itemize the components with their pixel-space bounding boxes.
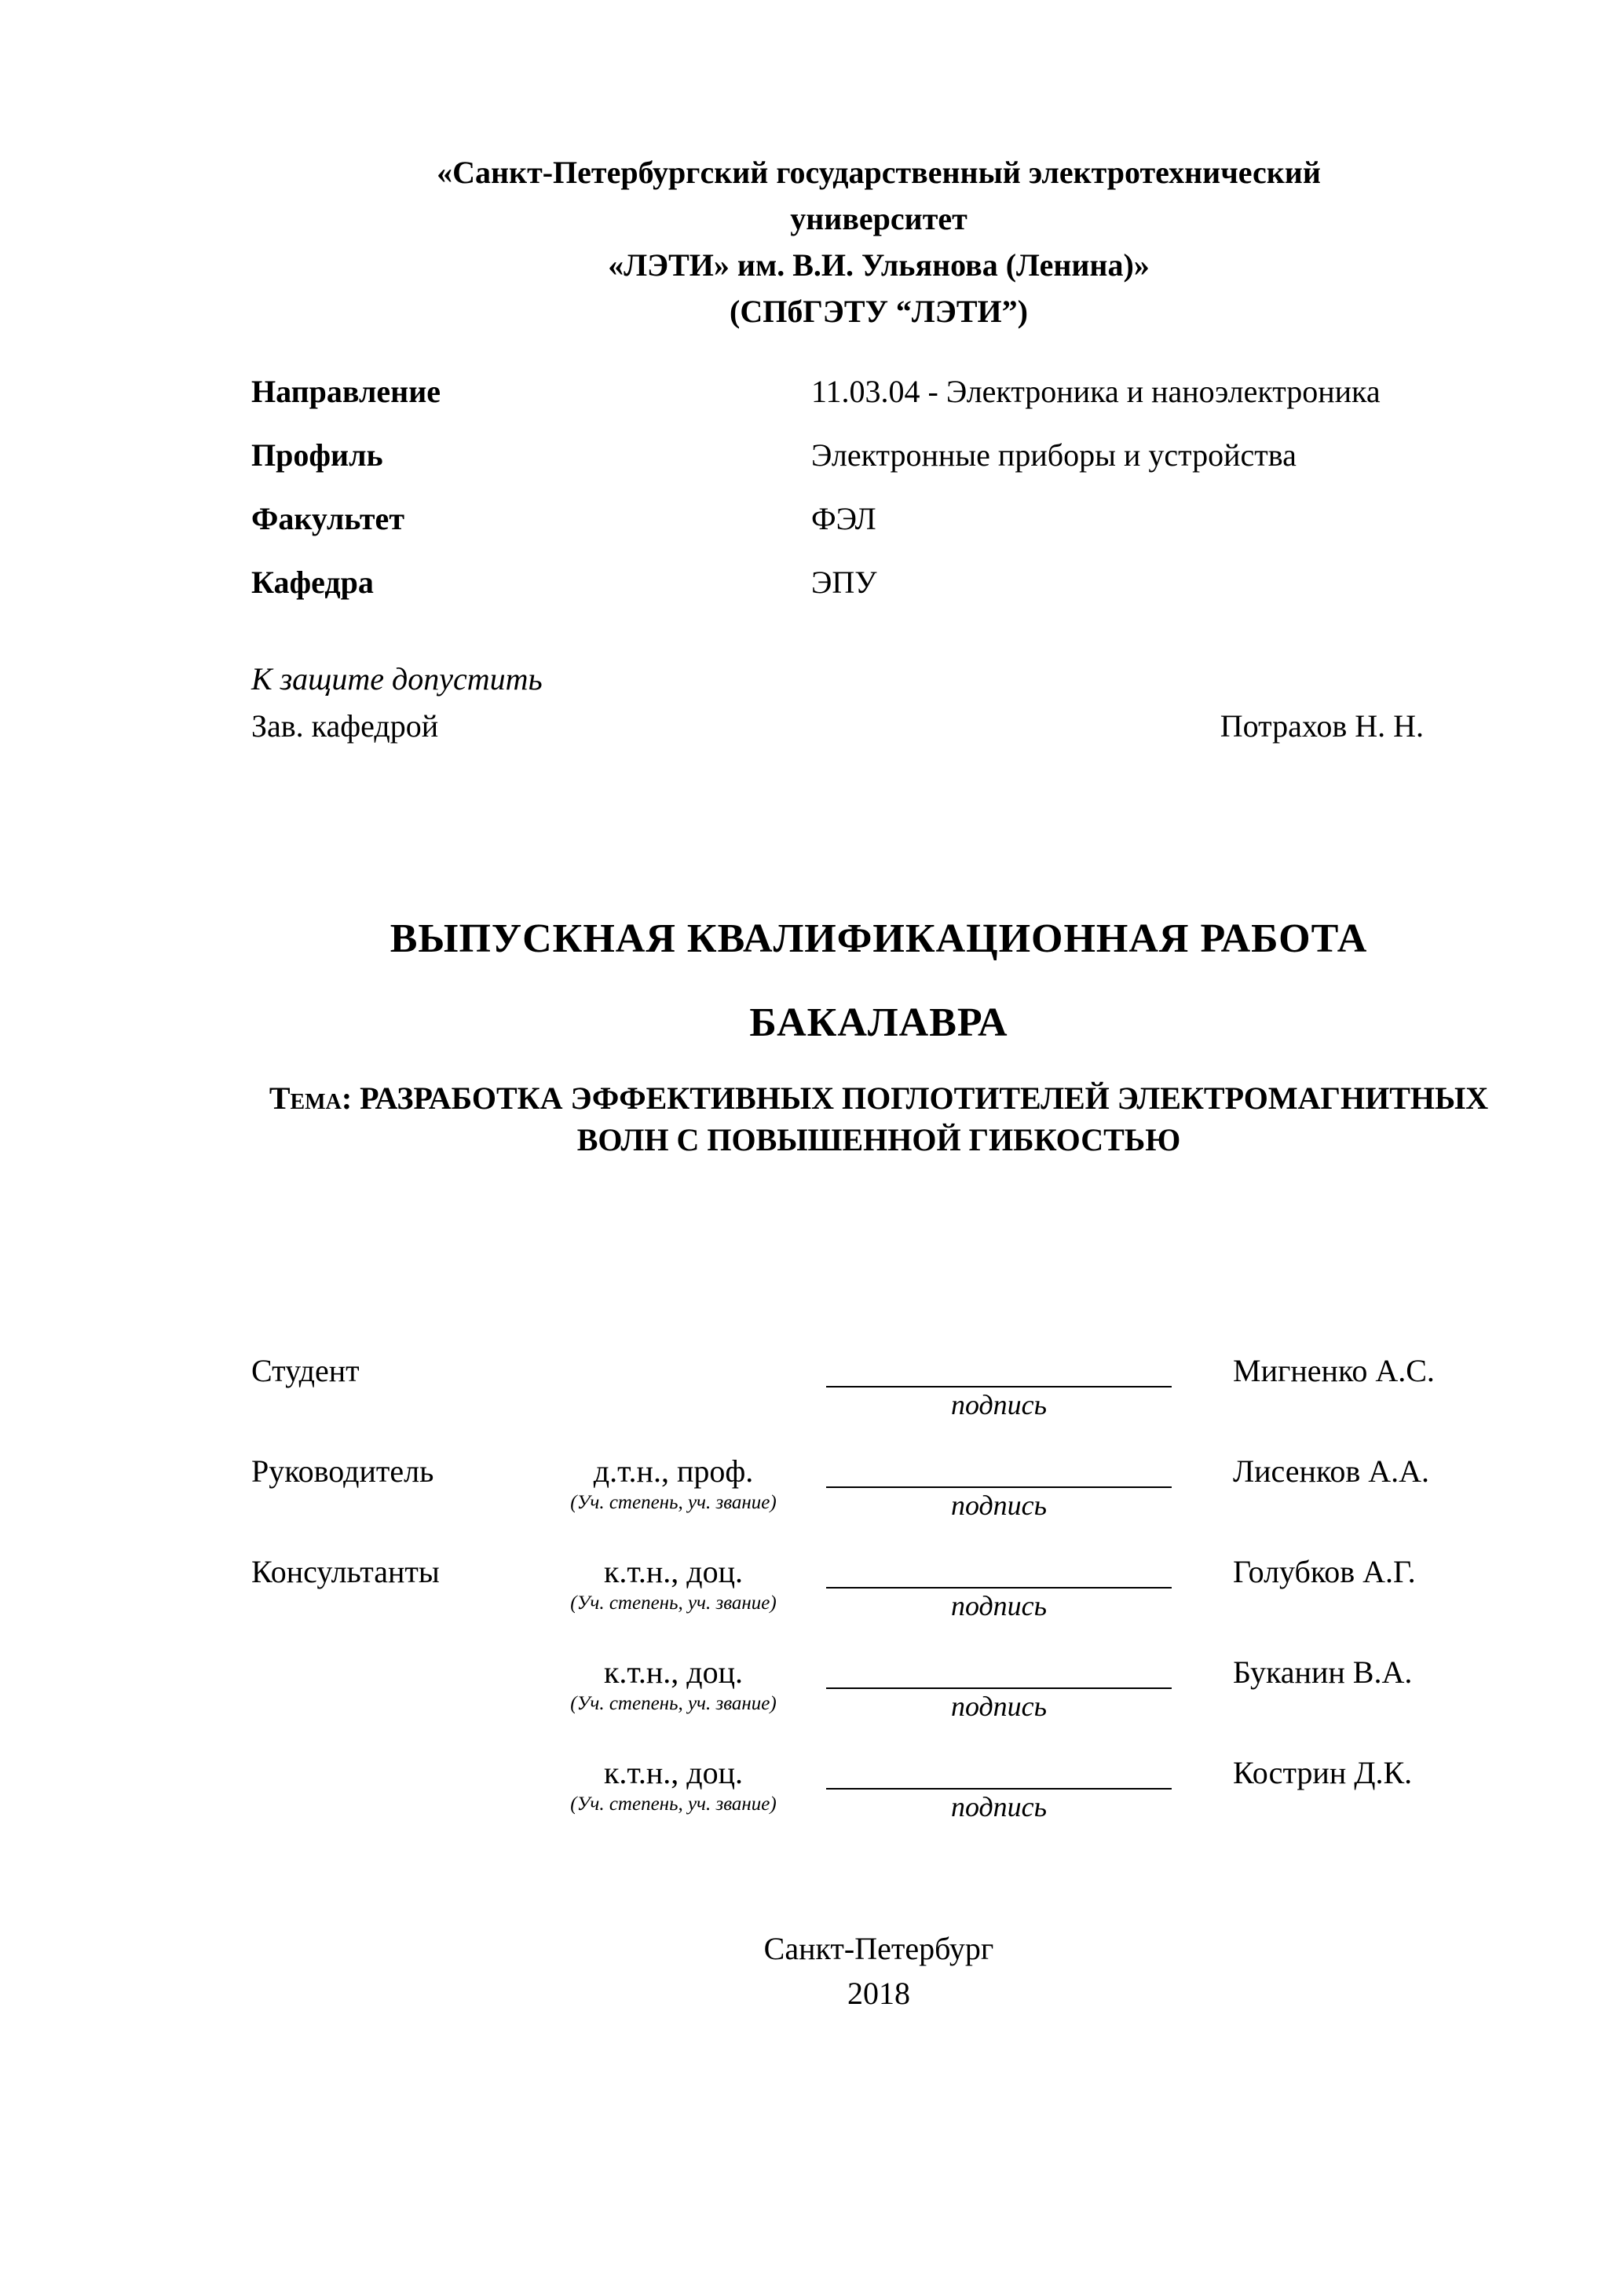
approval-block <box>251 656 1506 750</box>
degree-text: д.т.н., проф. <box>593 1453 754 1489</box>
signature-line-wrap <box>817 1755 1174 1824</box>
university-header <box>251 149 1506 335</box>
degree-caption: (Уч. степень, уч. звание) <box>570 1592 777 1614</box>
signature-caption: подпись <box>950 1691 1048 1722</box>
signature-line <box>826 1353 1172 1387</box>
title-block <box>251 915 1506 1161</box>
signature-line <box>826 1554 1172 1589</box>
signature-row-supervisor <box>251 1453 1506 1523</box>
signature-row-consultant-2 <box>251 1654 1506 1724</box>
program-fields <box>251 374 1506 601</box>
signature-name: Мигненко А.С. <box>1233 1353 1435 1388</box>
field-value-direction: 11.03.04 - Электроника и наноэлектроника <box>811 374 1381 409</box>
signature-line-wrap <box>817 1554 1174 1623</box>
signature-name: Кострин Д.К. <box>1233 1755 1413 1790</box>
signature-degree <box>546 1755 817 1816</box>
signature-caption: подпись <box>950 1791 1048 1823</box>
signature-name: Буканин В.А. <box>1233 1654 1413 1690</box>
degree-text: к.т.н., доц. <box>603 1755 744 1790</box>
signature-row-consultant-1 <box>251 1554 1506 1623</box>
signature-role: Консультанты <box>251 1554 440 1589</box>
theme-paragraph <box>251 1077 1506 1161</box>
theme-text: РАЗРАБОТКА ЭФФЕКТИВНЫХ ПОГЛОТИТЕЛЕЙ ЭЛЕКТРОМАГНИТНЫХ ВОЛН С ПОВЫШЕННОЙ ГИБКОСТЬЮ <box>360 1080 1489 1157</box>
signature-row-consultant-3 <box>251 1755 1506 1824</box>
footer <box>251 1926 1506 2016</box>
signature-caption: подпись <box>950 1590 1048 1621</box>
field-label-department: Кафедра <box>251 565 374 600</box>
header-line-1: «Санкт-Петербургский государственный электротехнический <box>437 155 1321 190</box>
degree-text: к.т.н., доц. <box>603 1654 744 1690</box>
signature-line-wrap <box>817 1353 1174 1422</box>
department-head-name: Потрахов Н. Н. <box>1220 708 1424 744</box>
signature-degree <box>546 1453 817 1515</box>
field-label-direction: Направление <box>251 374 441 409</box>
header-line-2: университет <box>790 201 967 236</box>
signature-line-wrap <box>817 1453 1174 1523</box>
work-title-line-2: БАКАЛАВРА <box>749 1000 1008 1045</box>
department-head-row <box>251 703 1506 750</box>
field-value-faculty: ФЭЛ <box>811 501 876 536</box>
department-head-label: Зав. кафедрой <box>251 708 439 744</box>
signature-name: Лисенков А.А. <box>1233 1453 1429 1489</box>
permit-line: К защите допустить <box>251 661 543 696</box>
field-label-profile: Профиль <box>251 437 383 473</box>
field-row-direction <box>251 374 1506 410</box>
degree-caption: (Уч. степень, уч. звание) <box>570 1793 777 1815</box>
theme-label: Тема: <box>269 1080 353 1116</box>
degree-caption: (Уч. степень, уч. звание) <box>570 1693 777 1714</box>
degree-text: к.т.н., доц. <box>603 1554 744 1589</box>
signature-line-wrap <box>817 1654 1174 1724</box>
field-label-faculty: Факультет <box>251 501 404 536</box>
signature-line <box>826 1755 1172 1790</box>
signature-role: Студент <box>251 1353 360 1388</box>
header-line-4: (СПбГЭТУ “ЛЭТИ”) <box>730 294 1028 329</box>
header-line-3: «ЛЭТИ» им. В.И. Ульянова (Ленина)» <box>608 247 1150 283</box>
signature-name: Голубков А.Г. <box>1233 1554 1416 1589</box>
field-value-profile: Электронные приборы и устройства <box>811 437 1297 473</box>
signature-degree <box>546 1554 817 1615</box>
footer-year: 2018 <box>847 1976 910 2011</box>
signature-line <box>826 1654 1172 1689</box>
field-row-department <box>251 565 1506 601</box>
work-title-line-1: ВЫПУСКНАЯ КВАЛИФИКАЦИОННАЯ РАБОТА <box>390 916 1368 961</box>
field-row-profile <box>251 437 1506 473</box>
signature-degree <box>546 1654 817 1716</box>
footer-city: Санкт-Петербург <box>763 1931 994 1966</box>
degree-caption: (Уч. степень, уч. звание) <box>570 1492 777 1513</box>
signature-row-student <box>251 1353 1506 1422</box>
signature-line <box>826 1453 1172 1488</box>
signature-caption: подпись <box>950 1490 1048 1521</box>
signature-caption: подпись <box>950 1389 1048 1420</box>
signature-role: Руководитель <box>251 1453 434 1489</box>
field-value-department: ЭПУ <box>811 565 877 600</box>
field-row-faculty <box>251 501 1506 537</box>
signature-section <box>251 1353 1506 1824</box>
